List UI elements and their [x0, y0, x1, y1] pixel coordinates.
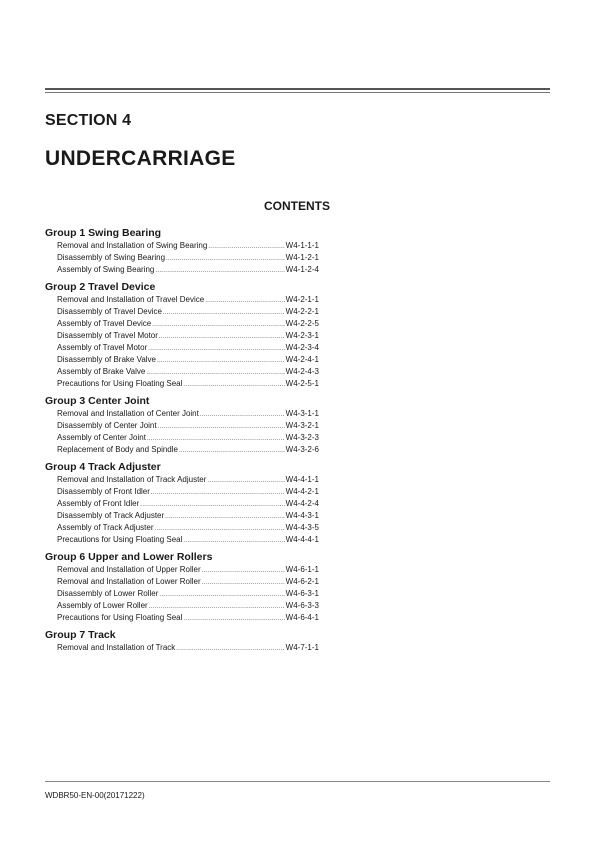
toc-entry-page: W4-2-3-1 [285, 331, 319, 340]
toc-entry-title: Assembly of Front Idler [57, 499, 140, 508]
toc-entry-title: Assembly of Brake Valve [57, 367, 146, 376]
toc-entry-title: Removal and Installation of Swing Bearing [57, 241, 208, 250]
toc-dot-leader [163, 307, 285, 319]
toc-entry-title: Removal and Installation of Track Adjuster [57, 475, 207, 484]
toc-dot-leader [208, 241, 284, 253]
toc-entry-title: Disassembly of Swing Bearing [57, 253, 166, 262]
toc-dot-leader [205, 295, 284, 307]
toc-entry[interactable] [57, 612, 319, 624]
toc-entry[interactable] [57, 534, 319, 546]
toc-entry-page: W4-3-2-3 [285, 433, 319, 442]
toc-group [45, 460, 345, 546]
toc-entry-page: W4-2-1-1 [285, 295, 319, 304]
toc-dot-leader [155, 265, 284, 277]
toc-entry-title: Assembly of Travel Device [57, 319, 152, 328]
toc-entry[interactable] [57, 366, 319, 378]
toc-entry-page: W4-3-1-1 [285, 409, 319, 418]
toc-entry[interactable] [57, 642, 319, 654]
toc-dot-leader [165, 511, 285, 523]
toc-entry-title: Disassembly of Front Idler [57, 487, 150, 496]
toc-entry-page: W4-2-5-1 [285, 379, 319, 388]
top-double-rule [45, 88, 550, 93]
toc-entry-page: W4-2-2-5 [285, 319, 319, 328]
toc-entry-page: W4-1-2-1 [285, 253, 319, 262]
toc-entry-page: W4-7-1-1 [285, 643, 319, 652]
toc-entry-page: W4-3-2-1 [285, 421, 319, 430]
toc-entry-page: W4-2-3-4 [285, 343, 319, 352]
toc-entry-title: Precautions for Using Floating Seal [57, 613, 183, 622]
toc-dot-leader [159, 589, 284, 601]
toc-entry[interactable] [57, 342, 319, 354]
toc-entry-title: Removal and Installation of Track [57, 643, 176, 652]
toc-entry-page: W4-4-1-1 [285, 475, 319, 484]
toc-group [45, 280, 345, 390]
toc-dot-leader [151, 487, 285, 499]
toc-entry-page: W4-4-4-1 [285, 535, 319, 544]
toc-entry[interactable] [57, 474, 319, 486]
toc-entry-title: Disassembly of Center Joint [57, 421, 157, 430]
toc-entry-page: W4-6-1-1 [285, 565, 319, 574]
toc-entry-title: Disassembly of Track Adjuster [57, 511, 165, 520]
toc-entry-page: W4-6-3-3 [285, 601, 319, 610]
toc-entry[interactable] [57, 408, 319, 420]
toc-group [45, 394, 345, 456]
toc-entry[interactable] [57, 486, 319, 498]
toc-dot-leader [207, 475, 284, 487]
toc-dot-leader [166, 253, 285, 265]
toc-entry-title: Disassembly of Lower Roller [57, 589, 159, 598]
toc-entry[interactable] [57, 510, 319, 522]
toc-dot-leader [202, 577, 285, 589]
toc-entry[interactable] [57, 588, 319, 600]
toc-entry[interactable] [57, 264, 319, 276]
toc-group-title: Group 2 Travel Device [45, 281, 156, 293]
toc-entry[interactable] [57, 354, 319, 366]
toc-entry[interactable] [57, 378, 319, 390]
toc-entry-title: Precautions for Using Floating Seal [57, 379, 183, 388]
toc-entry-page: W4-6-2-1 [285, 577, 319, 586]
toc-group [45, 628, 345, 654]
section-label: SECTION 4 [45, 112, 132, 129]
toc-entry-title: Replacement of Body and Spindle [57, 445, 178, 454]
toc-entry[interactable] [57, 318, 319, 330]
toc-entry-title: Assembly of Center Joint [57, 433, 146, 442]
toc-entry[interactable] [57, 498, 319, 510]
toc-dot-leader [157, 355, 285, 367]
toc-entry[interactable] [57, 522, 319, 534]
toc-dot-leader [148, 343, 284, 355]
top-rule-thick [45, 88, 550, 90]
toc-entry-title: Precautions for Using Floating Seal [57, 535, 183, 544]
table-of-contents [45, 226, 345, 658]
toc-entry[interactable] [57, 306, 319, 318]
toc-entry-page: W4-4-3-1 [285, 511, 319, 520]
toc-entry-page: W4-4-2-1 [285, 487, 319, 496]
toc-entry[interactable] [57, 432, 319, 444]
toc-entry[interactable] [57, 330, 319, 342]
toc-group-title: Group 1 Swing Bearing [45, 227, 162, 239]
toc-dot-leader [183, 379, 284, 391]
contents-heading: CONTENTS [264, 199, 330, 213]
toc-entry[interactable] [57, 564, 319, 576]
toc-dot-leader [159, 331, 285, 343]
toc-group [45, 226, 345, 276]
toc-entry[interactable] [57, 420, 319, 432]
toc-entry-title: Removal and Installation of Upper Roller [57, 565, 201, 574]
toc-entry-page: W4-2-4-3 [285, 367, 319, 376]
toc-dot-leader [179, 445, 285, 457]
toc-entry[interactable] [57, 252, 319, 264]
toc-entry-page: W4-6-4-1 [285, 613, 319, 622]
toc-entry-title: Assembly of Travel Motor [57, 343, 148, 352]
toc-entry-page: W4-2-2-1 [285, 307, 319, 316]
footer-document-code: WDBR50-EN-00(20171222) [45, 791, 145, 800]
top-rule-thin [45, 92, 550, 93]
toc-entry-title: Assembly of Lower Roller [57, 601, 148, 610]
toc-dot-leader [158, 421, 285, 433]
toc-group-title: Group 3 Center Joint [45, 395, 150, 407]
toc-entry[interactable] [57, 240, 319, 252]
toc-dot-leader [183, 613, 284, 625]
toc-entry-page: W4-2-4-1 [285, 355, 319, 364]
toc-entry-title: Assembly of Track Adjuster [57, 523, 154, 532]
toc-entry-title: Removal and Installation of Lower Roller [57, 577, 201, 586]
toc-entry[interactable] [57, 294, 319, 306]
toc-entry-title: Disassembly of Travel Motor [57, 331, 158, 340]
toc-entry[interactable] [57, 600, 319, 612]
toc-entry-page: W4-4-2-4 [285, 499, 319, 508]
toc-entry-title: Removal and Installation of Center Joint [57, 409, 199, 418]
toc-entry-page: W4-3-2-6 [285, 445, 319, 454]
section-title: UNDERCARRIAGE [45, 147, 236, 170]
toc-group-title: Group 4 Track Adjuster [45, 461, 161, 473]
toc-dot-leader [152, 319, 284, 331]
bottom-rule [45, 781, 550, 782]
toc-entry[interactable] [57, 444, 319, 456]
toc-group [45, 550, 345, 624]
toc-group-title: Group 6 Upper and Lower Rollers [45, 551, 213, 563]
toc-dot-leader [176, 643, 284, 655]
toc-entry-title: Disassembly of Travel Device [57, 307, 162, 316]
toc-group-title: Group 7 Track [45, 629, 116, 641]
toc-entry-page: W4-1-2-4 [285, 265, 319, 274]
toc-entry-page: W4-1-1-1 [285, 241, 319, 250]
toc-entry-title: Disassembly of Brake Valve [57, 355, 156, 364]
toc-entry-page: W4-6-3-1 [285, 589, 319, 598]
toc-entry-title: Assembly of Swing Bearing [57, 265, 155, 274]
toc-entry[interactable] [57, 576, 319, 588]
toc-entry-title: Removal and Installation of Travel Device [57, 295, 205, 304]
toc-dot-leader [202, 565, 285, 577]
toc-dot-leader [200, 409, 285, 421]
toc-entry-page: W4-4-3-5 [285, 523, 319, 532]
toc-dot-leader [183, 535, 284, 547]
